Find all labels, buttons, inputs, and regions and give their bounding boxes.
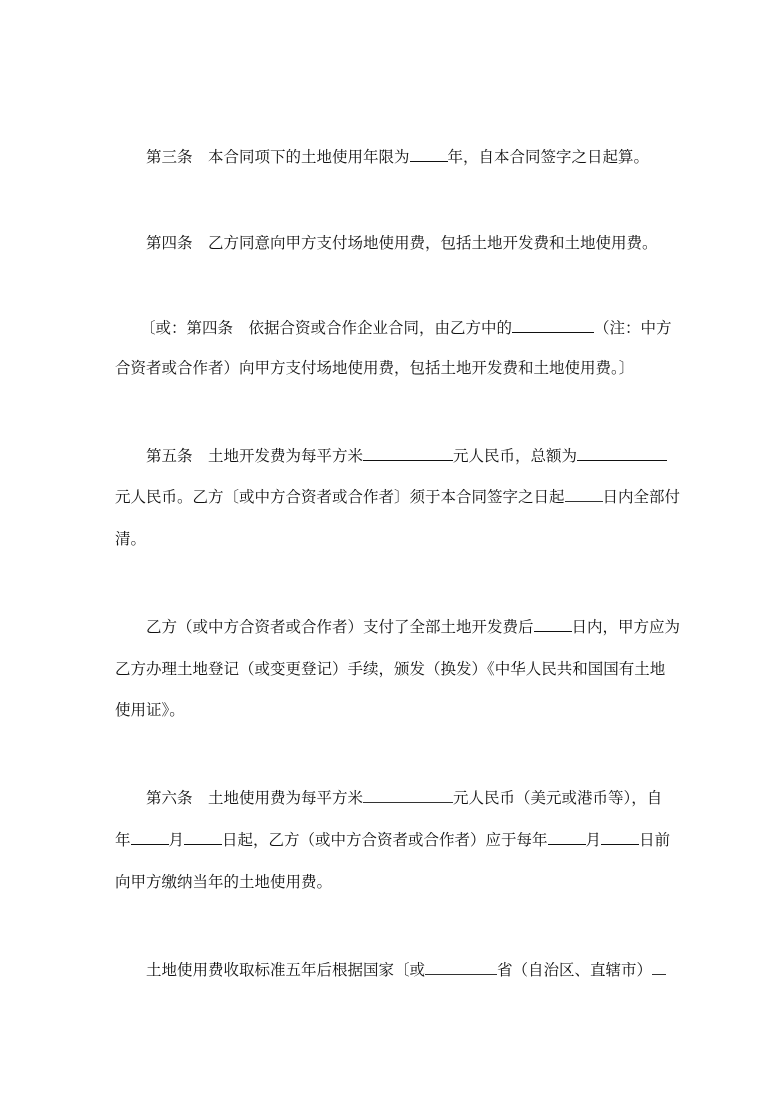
text-segment: 日内全部付 (602, 488, 681, 506)
blank-fee-per-sqm (363, 788, 453, 803)
text-segment: 乙方办理土地登记（或变更登记）手续，颁发（换发）《中华人民共和国国有土地 (115, 660, 666, 678)
text-segment: 土地使用费收取标准五年后根据国家〔或 (146, 961, 426, 979)
blank-days (565, 487, 603, 502)
text-segment: 省（自治区、直辖市） (497, 961, 653, 979)
text-segment: 第三条 本合同项下的土地使用年限为 (146, 148, 410, 166)
blank-continued (652, 960, 666, 975)
text-segment: 第四条 乙方同意向甲方支付场地使用费，包括土地开发费和土地使用费。 (146, 234, 658, 252)
text-segment: 年 (115, 831, 131, 849)
text-segment: 乙方（或中方合资者或合作者）支付了全部土地开发费后 (146, 618, 534, 636)
text-segment: 月 (168, 831, 185, 849)
article-4-alt-line-2 (115, 358, 665, 378)
article-6-line-1 (146, 788, 666, 808)
text-segment: 第六条 土地使用费为每平方米 (146, 789, 364, 807)
text-segment: 使用证》。 (115, 701, 185, 719)
blank-total-amount (577, 446, 667, 461)
blank-annual-month (548, 830, 586, 845)
blank-years (410, 147, 448, 162)
article-5-line-2 (115, 487, 681, 507)
text-segment: 年，自本合同签字之日起算。 (447, 148, 650, 166)
article-5-line-3 (115, 529, 665, 549)
text-segment: 日起，乙方（或中方合资者或合作者）应于每年 (222, 831, 548, 849)
blank-start-month (131, 830, 169, 845)
text-segment: 元人民币，总额为 (453, 447, 578, 465)
article-5b-line-1 (146, 617, 681, 637)
text-segment: 向甲方缴纳当年的土地使用费。 (115, 873, 333, 891)
text-segment: 合资者或合作者）向甲方支付场地使用费，包括土地开发费和土地使用费。〕 (115, 359, 635, 377)
article-3-line-1 (146, 147, 666, 167)
article-5b-line-2 (115, 659, 665, 679)
blank-price-per-sqm (363, 446, 453, 461)
text-segment: 元人民币。乙方〔或中方合资者或合作者〕须于本合同签字之日起 (115, 488, 565, 506)
text-segment: 清。 (115, 530, 147, 548)
blank-annual-day (601, 830, 639, 845)
article-6-line-2 (115, 830, 671, 850)
blank-days (534, 617, 572, 632)
blank-province (425, 960, 497, 975)
text-segment: 第五条 土地开发费为每平方米 (146, 447, 364, 465)
text-segment: （注：中方 (594, 319, 672, 337)
article-5-line-1 (146, 446, 666, 466)
blank-party (512, 318, 594, 333)
article-5b-line-3 (115, 700, 665, 720)
text-segment: 月 (585, 831, 602, 849)
text-segment: 元人民币（美元或港币等），自 (453, 789, 663, 807)
blank-start-day (184, 830, 222, 845)
article-6b-line-1 (146, 960, 666, 980)
article-6-line-3 (115, 872, 665, 892)
article-4-alt-line-1 (140, 318, 672, 338)
article-4-line-1 (146, 233, 666, 253)
text-segment: 日内，甲方应为 (571, 618, 681, 636)
text-segment: 〔或：第四条 依据合资或合作企业合同，由乙方中的 (140, 319, 513, 337)
text-segment: 日前 (639, 831, 671, 849)
